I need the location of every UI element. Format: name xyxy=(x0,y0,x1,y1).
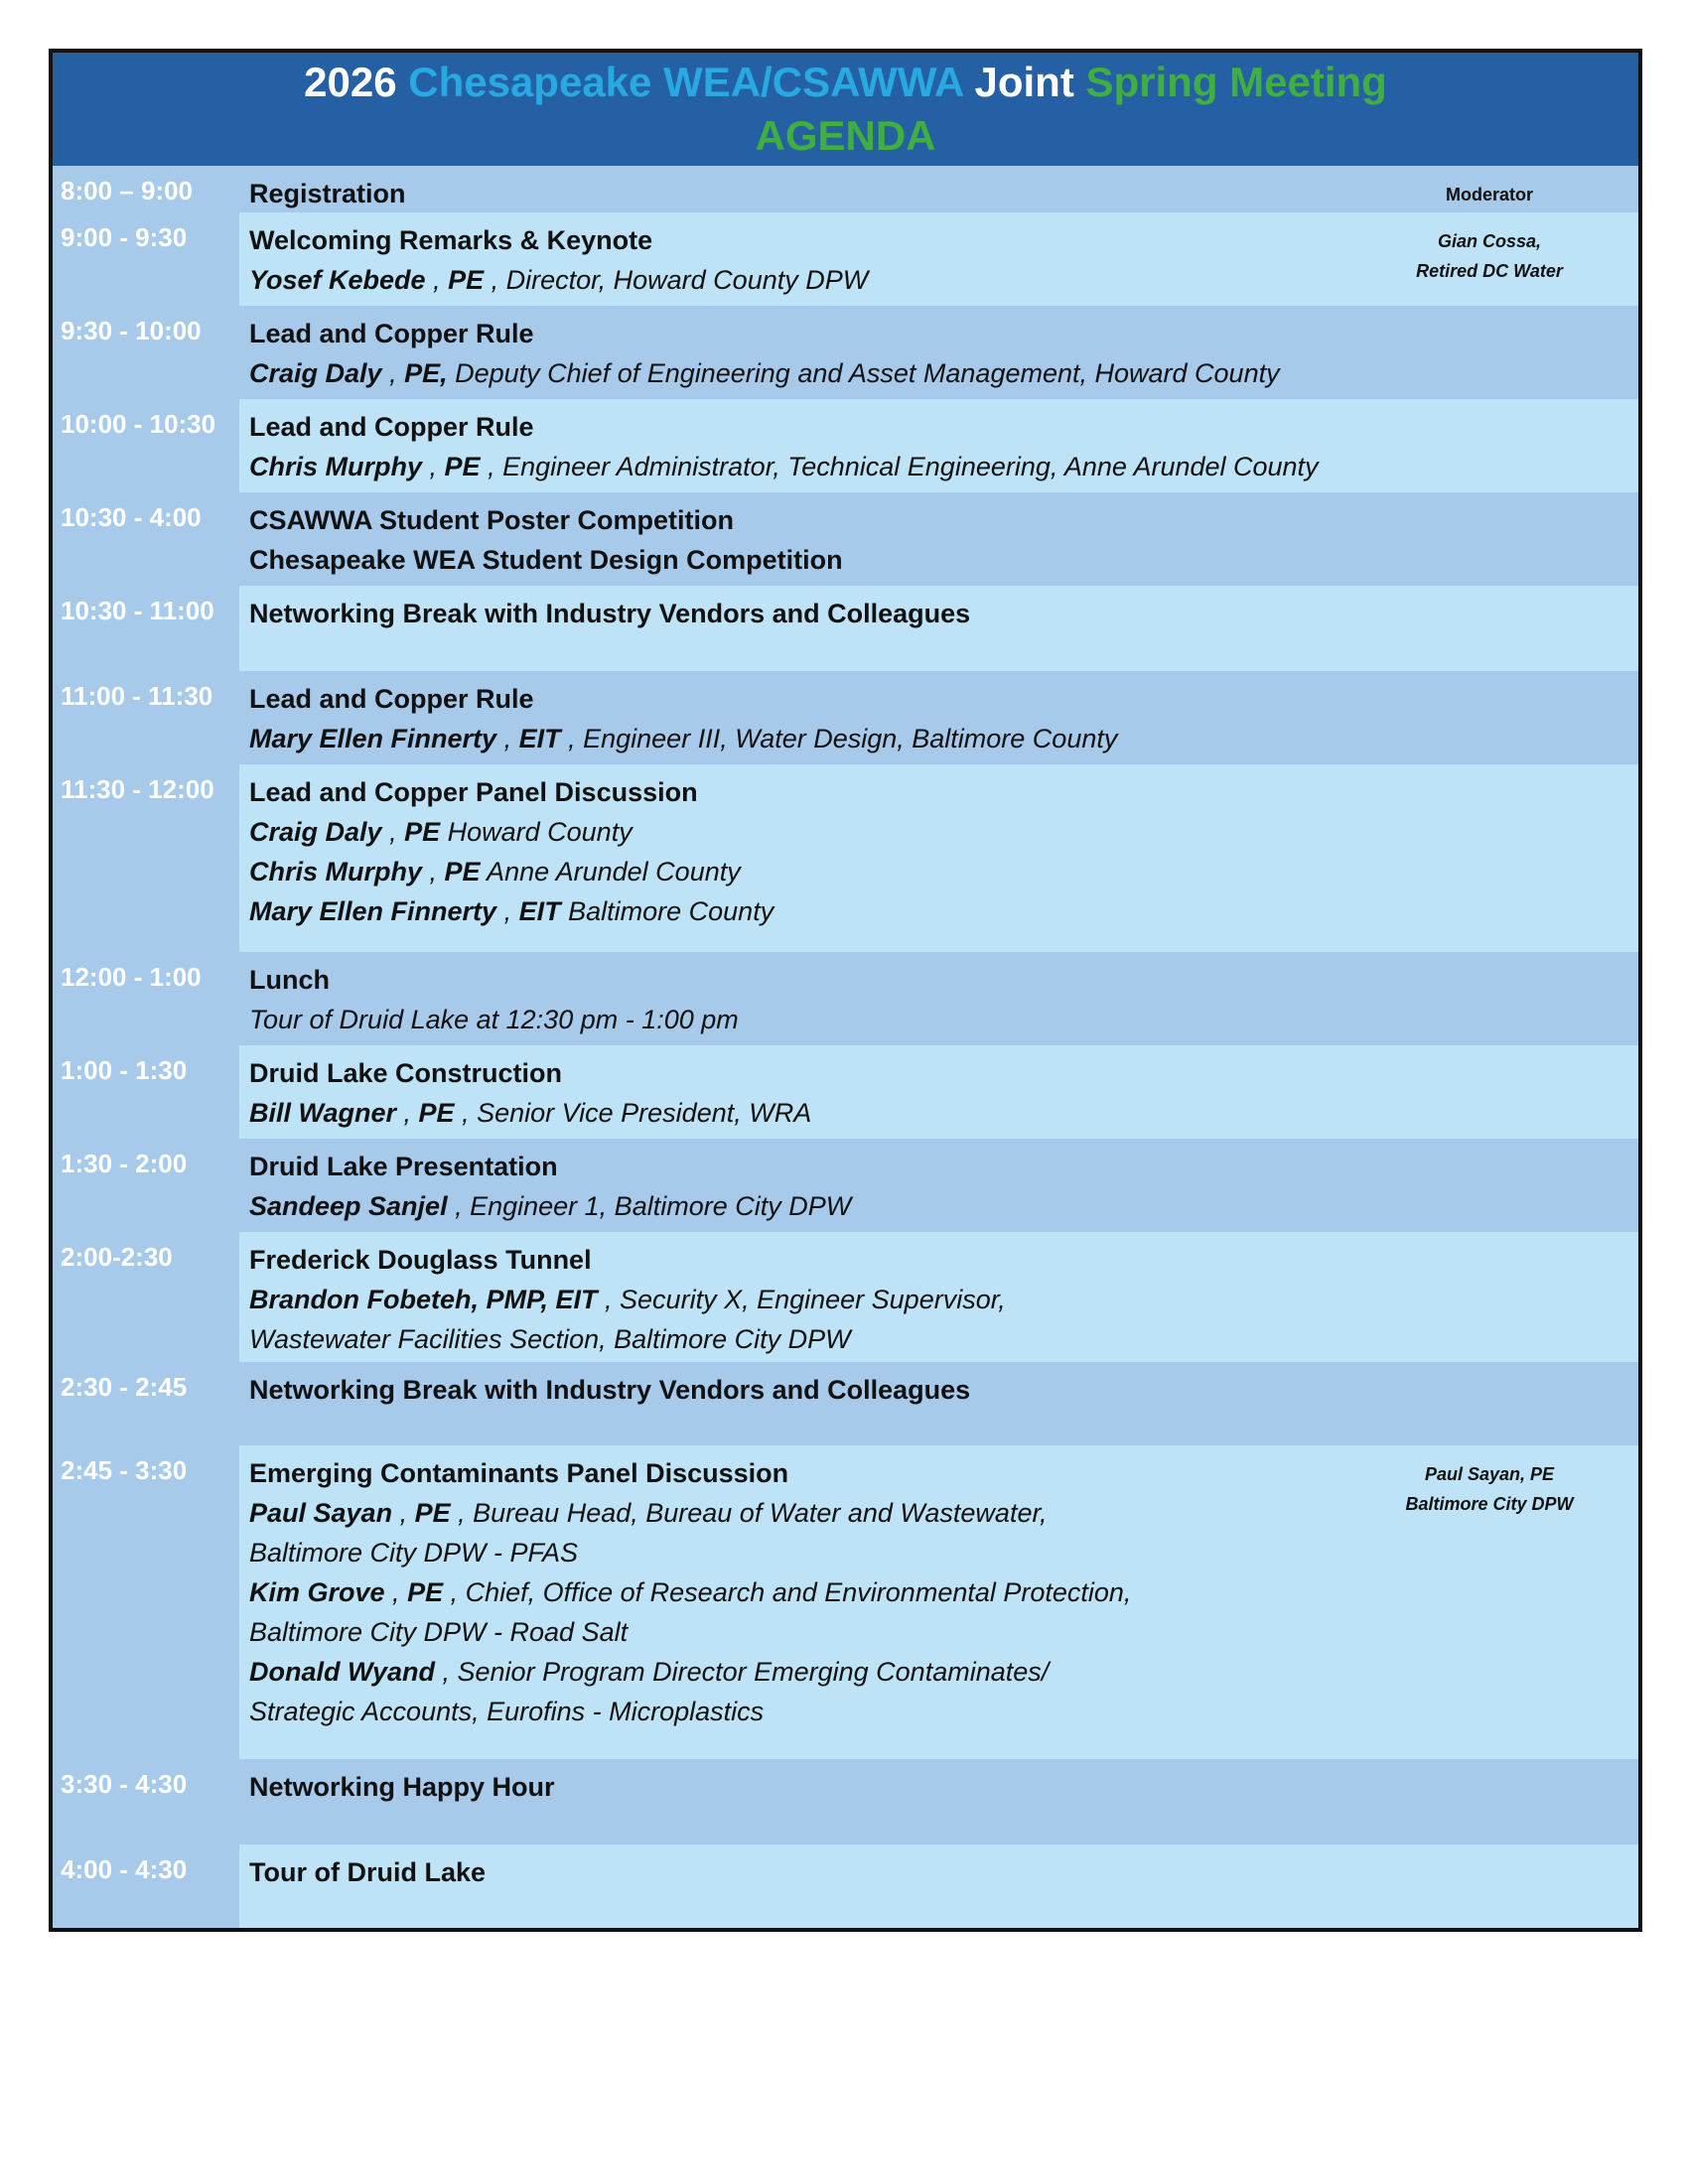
session-time: 1:00 - 1:30 xyxy=(53,1045,239,1139)
speaker-name: PE, xyxy=(404,358,448,388)
session-title: Druid Lake Presentation xyxy=(249,1152,558,1181)
session-time: 11:30 - 12:00 xyxy=(53,764,239,952)
session-title: Lead and Copper Panel Discussion xyxy=(249,777,698,807)
session-text: Howard County xyxy=(440,817,633,847)
session-details xyxy=(239,1232,1638,1362)
moderator-line: Retired DC Water xyxy=(1416,261,1563,281)
session-detail-line xyxy=(249,1614,1638,1654)
speaker-name: Craig Daly xyxy=(249,817,382,847)
moderator-line: Moderator xyxy=(1445,185,1533,205)
agenda-row xyxy=(53,764,1638,952)
session-detail-line xyxy=(249,542,1638,582)
speaker-name: Yosef Kebede xyxy=(249,265,426,295)
session-text: , Security X, Engineer Supervisor, xyxy=(597,1285,1006,1314)
speaker-name: Craig Daly xyxy=(249,358,382,388)
agenda-row xyxy=(53,306,1638,399)
session-title: Chesapeake WEA Student Design Competition xyxy=(249,545,843,575)
session-text: , Engineer Administrator, Technical Engineering, Anne Arundel County xyxy=(480,452,1319,481)
session-detail-line xyxy=(249,893,1638,933)
session-time: 2:00-2:30 xyxy=(53,1232,239,1362)
speaker-name: PE xyxy=(418,1098,455,1128)
session-title: Networking Break with Industry Vendors and Colleagues xyxy=(249,1375,971,1405)
session-details xyxy=(239,492,1638,586)
session-title-line xyxy=(249,1055,1638,1095)
session-time: 10:30 - 4:00 xyxy=(53,492,239,586)
session-detail-line xyxy=(249,1535,1638,1574)
speaker-name: EIT xyxy=(518,896,561,926)
session-text: , Chief, Office of Research and Environmental Protection, xyxy=(443,1577,1132,1607)
session-text: , Engineer III, Water Design, Baltimore County xyxy=(560,724,1118,753)
session-title-line xyxy=(249,1372,1638,1412)
speaker-name: PE xyxy=(404,817,441,847)
agenda-table xyxy=(49,49,1642,1932)
session-text: , Senior Vice President, WRA xyxy=(454,1098,812,1128)
session-time: 12:00 - 1:00 xyxy=(53,952,239,1045)
session-detail-line xyxy=(249,355,1638,395)
speaker-name: Chris Murphy xyxy=(249,857,423,887)
session-detail-line xyxy=(249,1002,1638,1041)
agenda-row xyxy=(53,1759,1638,1844)
speaker-name: Mary Ellen Finnerty xyxy=(249,896,497,926)
session-text: Wastewater Facilities Section, Baltimore City DPW xyxy=(249,1324,851,1354)
session-time: 11:00 - 11:30 xyxy=(53,671,239,764)
session-time: 3:30 - 4:30 xyxy=(53,1759,239,1844)
moderator-label xyxy=(1380,180,1599,209)
speaker-name: Paul Sayan xyxy=(249,1498,393,1528)
session-time: 4:00 - 4:30 xyxy=(53,1844,239,1928)
session-detail-line xyxy=(249,721,1638,760)
agenda-row xyxy=(53,1445,1638,1759)
session-text: , xyxy=(392,1498,415,1528)
session-title: Tour of Druid Lake xyxy=(249,1857,487,1887)
session-text: Deputy Chief of Engineering and Asset Management, Howard County xyxy=(447,358,1280,388)
session-time: 10:00 - 10:30 xyxy=(53,399,239,492)
session-time: 9:00 - 9:30 xyxy=(53,212,239,306)
agenda-row xyxy=(53,212,1638,306)
agenda-row xyxy=(53,1232,1638,1362)
speaker-name: PE xyxy=(448,265,485,295)
agenda-row xyxy=(53,1045,1638,1139)
session-title-line xyxy=(249,596,1638,635)
session-title: Welcoming Remarks & Keynote xyxy=(249,225,653,255)
moderator-line: Gian Cossa, xyxy=(1437,231,1542,251)
session-details xyxy=(239,1139,1638,1232)
session-title: Lead and Copper Rule xyxy=(249,412,534,442)
session-detail-line xyxy=(249,854,1638,893)
speaker-name: Chris Murphy xyxy=(249,452,423,481)
session-details xyxy=(239,764,1638,952)
session-text: Strategic Accounts, Eurofins - Microplastics xyxy=(249,1697,765,1726)
title-part: Spring Meeting xyxy=(1085,59,1387,105)
session-details xyxy=(239,1759,1638,1844)
session-title: Networking Break with Industry Vendors and Colleagues xyxy=(249,599,971,628)
agenda-row xyxy=(53,586,1638,671)
session-title-line xyxy=(249,962,1638,1002)
session-detail-line xyxy=(249,1095,1638,1135)
moderator-label xyxy=(1380,226,1599,286)
session-detail-line xyxy=(249,814,1638,854)
agenda-row xyxy=(53,1139,1638,1232)
speaker-name: PE xyxy=(444,452,481,481)
moderator-line: Baltimore City DPW xyxy=(1405,1494,1574,1514)
speaker-name: EIT xyxy=(518,724,561,753)
session-text: Tour of Druid Lake at 12:30 pm - 1:00 pm xyxy=(249,1005,739,1034)
session-detail-line xyxy=(249,1654,1638,1694)
speaker-name: PE xyxy=(444,857,481,887)
session-text: , Senior Program Director Emerging Contaminates/ xyxy=(435,1657,1050,1687)
session-text: , xyxy=(422,857,445,887)
session-details xyxy=(239,952,1638,1045)
session-details xyxy=(239,586,1638,671)
session-text: , Director, Howard County DPW xyxy=(484,265,869,295)
session-text: , xyxy=(422,452,445,481)
agenda-row xyxy=(53,1844,1638,1928)
session-details xyxy=(239,399,1638,492)
speaker-name: Kim Grove xyxy=(249,1577,385,1607)
session-time: 9:30 - 10:00 xyxy=(53,306,239,399)
session-title-line xyxy=(249,1242,1638,1282)
session-details xyxy=(239,1844,1638,1928)
session-detail-line xyxy=(249,1574,1638,1614)
session-text: Baltimore City DPW - Road Salt xyxy=(249,1617,629,1647)
session-title-line xyxy=(249,774,1638,814)
speaker-name: Sandeep Sanjel xyxy=(249,1191,448,1221)
agenda-row xyxy=(53,399,1638,492)
session-text: Baltimore County xyxy=(560,896,774,926)
moderator-line: Paul Sayan, PE xyxy=(1424,1464,1555,1484)
agenda-rows xyxy=(53,166,1638,1928)
speaker-name: PE xyxy=(407,1577,444,1607)
session-title: Networking Happy Hour xyxy=(249,1772,555,1802)
session-text: , Engineer 1, Baltimore City DPW xyxy=(447,1191,852,1221)
session-detail-line xyxy=(249,1188,1638,1228)
agenda-row xyxy=(53,1362,1638,1445)
session-details xyxy=(239,1362,1638,1445)
page-subtitle: AGENDA xyxy=(755,112,936,159)
session-text: , xyxy=(425,265,449,295)
session-title: Registration xyxy=(249,179,406,208)
moderator-label xyxy=(1380,1459,1599,1519)
session-detail-line xyxy=(249,449,1638,488)
session-text: , Bureau Head, Bureau of Water and Wastewater, xyxy=(450,1498,1048,1528)
session-title-line xyxy=(249,409,1638,449)
session-time: 1:30 - 2:00 xyxy=(53,1139,239,1232)
session-detail-line xyxy=(249,1694,1638,1733)
session-time: 2:45 - 3:30 xyxy=(53,1445,239,1759)
agenda-row xyxy=(53,671,1638,764)
session-title: Emerging Contaminants Panel Discussion xyxy=(249,1458,789,1488)
session-title-line xyxy=(249,1769,1638,1809)
session-time: 10:30 - 11:00 xyxy=(53,586,239,671)
agenda-header xyxy=(53,53,1638,166)
session-title-line xyxy=(249,681,1638,721)
session-text: , xyxy=(496,724,519,753)
session-text: , xyxy=(396,1098,419,1128)
session-text: Baltimore City DPW - PFAS xyxy=(249,1538,579,1568)
session-text: , xyxy=(381,817,405,847)
speaker-name: Donald Wyand xyxy=(249,1657,436,1687)
session-details xyxy=(239,671,1638,764)
session-detail-line xyxy=(249,1321,1638,1361)
session-title-line xyxy=(249,1854,1638,1894)
session-title: Lead and Copper Rule xyxy=(249,684,534,714)
speaker-name: Mary Ellen Finnerty xyxy=(249,724,497,753)
session-title: Lunch xyxy=(249,965,330,995)
session-title: Druid Lake Construction xyxy=(249,1058,563,1088)
session-details xyxy=(239,1045,1638,1139)
session-title-line xyxy=(249,316,1638,355)
session-text: Anne Arundel County xyxy=(480,857,741,887)
speaker-name: PE xyxy=(414,1498,451,1528)
session-text: , xyxy=(384,1577,408,1607)
speaker-name: Bill Wagner xyxy=(249,1098,397,1128)
session-text: , xyxy=(381,358,405,388)
session-time: 8:00 – 9:00 xyxy=(53,166,239,212)
speaker-name: Brandon Fobeteh, PMP, EIT xyxy=(249,1285,598,1314)
title-part: 2026 xyxy=(304,59,409,105)
title-part: Joint xyxy=(962,59,1086,105)
session-time: 2:30 - 2:45 xyxy=(53,1362,239,1445)
agenda-row xyxy=(53,952,1638,1045)
agenda-row xyxy=(53,492,1638,586)
session-title: CSAWWA Student Poster Competition xyxy=(249,505,734,535)
session-title-line xyxy=(249,502,1638,542)
session-detail-line xyxy=(249,1282,1638,1321)
title-part: Chesapeake WEA/CSAWWA xyxy=(408,59,963,105)
session-text: , xyxy=(496,896,519,926)
session-title-line xyxy=(249,1149,1638,1188)
session-title: Frederick Douglass Tunnel xyxy=(249,1245,592,1275)
page-title xyxy=(304,56,1387,109)
session-details xyxy=(239,306,1638,399)
session-title: Lead and Copper Rule xyxy=(249,319,534,348)
agenda-row xyxy=(53,166,1638,212)
